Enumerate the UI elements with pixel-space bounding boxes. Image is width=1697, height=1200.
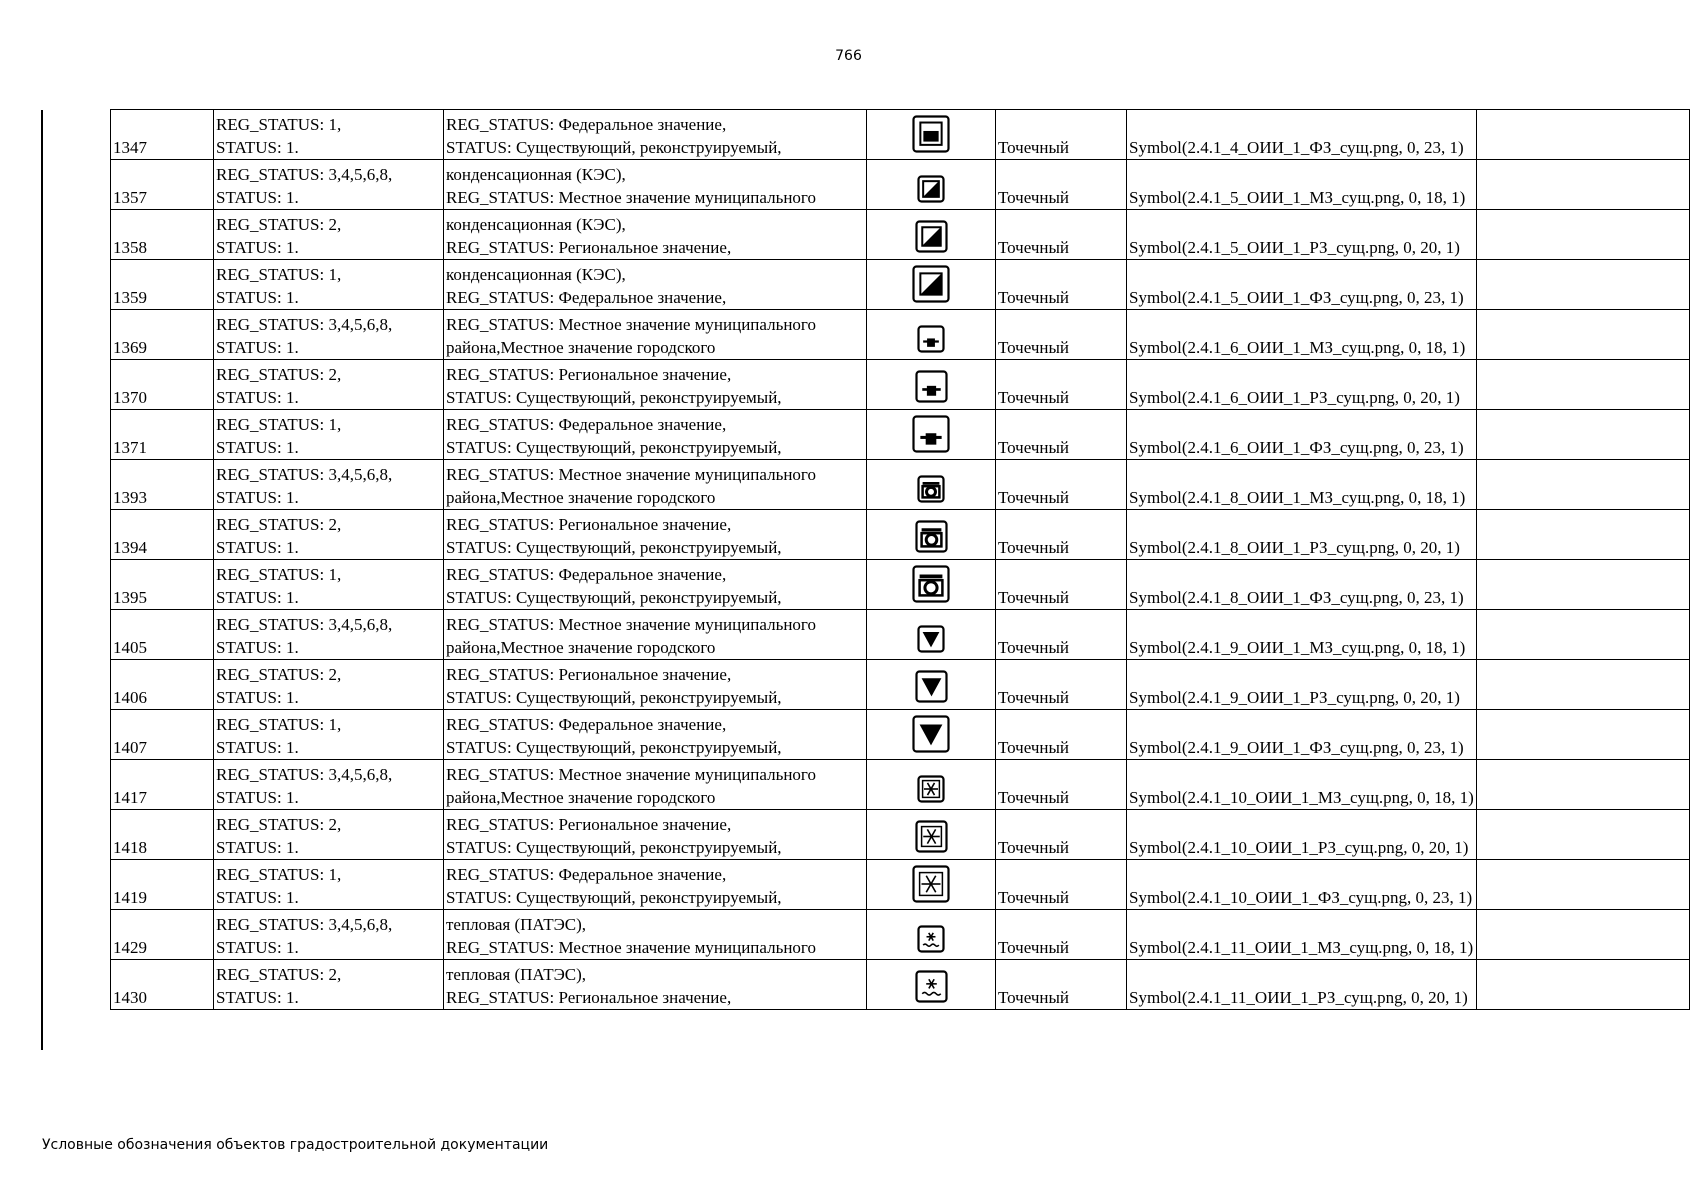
status-condition-cell <box>214 510 444 560</box>
table-row <box>111 160 1690 210</box>
symbol-function: Symbol(2.4.1_10_ОИИ_1_МЗ_сущ.png, 0, 18, 1) <box>1129 788 1474 807</box>
reg-status-condition: REG_STATUS: 1, <box>216 565 342 584</box>
row-id: 1357 <box>113 188 147 207</box>
description-line-1: конденсационная (КЭС), <box>446 215 626 234</box>
geometry-type: Точечный <box>998 788 1070 807</box>
status-condition-cell <box>214 560 444 610</box>
box-with-circle-icon <box>917 475 945 509</box>
description-cell <box>444 260 867 310</box>
geometry-type-cell <box>996 210 1127 260</box>
margin-line <box>41 110 43 1050</box>
status-condition-cell <box>214 660 444 710</box>
snowflake-icon <box>917 775 945 809</box>
geometry-type: Точечный <box>998 588 1070 607</box>
description-line-2: района,Местное значение городского <box>446 338 716 357</box>
symbol-function: Symbol(2.4.1_11_ОИИ_1_РЗ_сущ.png, 0, 20, 1) <box>1129 988 1468 1007</box>
down-triangle-icon <box>915 670 948 709</box>
geometry-type: Точечный <box>998 838 1070 857</box>
box-with-circle-icon <box>912 565 950 609</box>
row-id: 1358 <box>113 238 147 257</box>
empty-cell <box>1476 660 1689 710</box>
table-row <box>111 560 1690 610</box>
reg-status-condition: REG_STATUS: 3,4,5,6,8, <box>216 615 393 634</box>
status-condition-cell <box>214 110 444 160</box>
geometry-type: Точечный <box>998 888 1070 907</box>
status-condition: STATUS: 1. <box>216 188 299 207</box>
symbol-function-cell <box>1127 910 1477 960</box>
status-condition: STATUS: 1. <box>216 788 299 807</box>
geometry-type-cell <box>996 410 1127 460</box>
row-id: 1393 <box>113 488 147 507</box>
reg-status-condition: REG_STATUS: 3,4,5,6,8, <box>216 465 393 484</box>
symbol-function-cell <box>1127 560 1477 610</box>
description-line-1: REG_STATUS: Федеральное значение, <box>446 565 727 584</box>
page-number: 766 <box>835 48 862 64</box>
geometry-type: Точечный <box>998 238 1070 257</box>
symbol-function-cell <box>1127 660 1477 710</box>
geometry-type: Точечный <box>998 388 1070 407</box>
geometry-type-cell <box>996 560 1127 610</box>
description-line-2: STATUS: Существующий, реконструируемый, <box>446 388 782 407</box>
status-condition: STATUS: 1. <box>216 738 299 757</box>
description-cell <box>444 560 867 610</box>
geometry-type: Точечный <box>998 488 1070 507</box>
reg-status-condition: REG_STATUS: 3,4,5,6,8, <box>216 165 393 184</box>
status-condition-cell <box>214 460 444 510</box>
description-line-2: района,Местное значение городского <box>446 488 716 507</box>
geometry-type: Точечный <box>998 138 1070 157</box>
table-row <box>111 510 1690 560</box>
status-condition-cell <box>214 210 444 260</box>
symbol-function-cell <box>1127 460 1477 510</box>
symbol-cell <box>867 560 996 610</box>
row-id: 1430 <box>113 988 147 1007</box>
geometry-type: Точечный <box>998 988 1070 1007</box>
description-line-2: REG_STATUS: Местное значение муниципального <box>446 938 816 957</box>
description-line-1: REG_STATUS: Федеральное значение, <box>446 865 727 884</box>
reg-status-condition: REG_STATUS: 3,4,5,6,8, <box>216 915 393 934</box>
reg-status-condition: REG_STATUS: 2, <box>216 965 342 984</box>
table-row <box>111 360 1690 410</box>
empty-cell <box>1476 860 1689 910</box>
geometry-type: Точечный <box>998 188 1070 207</box>
status-condition-cell <box>214 310 444 360</box>
status-condition: STATUS: 1. <box>216 988 299 1007</box>
description-line-2: района,Местное значение городского <box>446 788 716 807</box>
row-id-cell <box>111 260 214 310</box>
description-line-1: REG_STATUS: Федеральное значение, <box>446 715 727 734</box>
status-condition: STATUS: 1. <box>216 338 299 357</box>
symbol-cell <box>867 310 996 360</box>
row-id: 1418 <box>113 838 147 857</box>
geometry-type-cell <box>996 910 1127 960</box>
symbol-cell <box>867 760 996 810</box>
status-condition: STATUS: 1. <box>216 488 299 507</box>
status-condition-cell <box>214 410 444 460</box>
description-line-2: STATUS: Существующий, реконструируемый, <box>446 688 782 707</box>
status-condition: STATUS: 1. <box>216 238 299 257</box>
symbol-function: Symbol(2.4.1_6_ОИИ_1_РЗ_сущ.png, 0, 20, 1) <box>1129 388 1460 407</box>
description-line-2: STATUS: Существующий, реконструируемый, <box>446 838 782 857</box>
symbol-cell <box>867 260 996 310</box>
snowflake-waves-icon <box>915 970 948 1009</box>
symbol-cell <box>867 460 996 510</box>
description-line-1: REG_STATUS: Местное значение муниципального <box>446 765 816 784</box>
symbol-function: Symbol(2.4.1_8_ОИИ_1_МЗ_сущ.png, 0, 18, 1) <box>1129 488 1466 507</box>
down-triangle-icon <box>912 715 950 759</box>
description-cell <box>444 660 867 710</box>
symbol-function-cell <box>1127 310 1477 360</box>
row-id-cell <box>111 310 214 360</box>
symbol-function: Symbol(2.4.1_8_ОИИ_1_РЗ_сущ.png, 0, 20, 1) <box>1129 538 1460 557</box>
description-line-1: REG_STATUS: Региональное значение, <box>446 665 732 684</box>
symbol-function: Symbol(2.4.1_5_ОИИ_1_РЗ_сущ.png, 0, 20, 1) <box>1129 238 1460 257</box>
row-id-cell <box>111 960 214 1010</box>
description-cell <box>444 160 867 210</box>
symbol-function-cell <box>1127 410 1477 460</box>
description-line-1: REG_STATUS: Местное значение муниципального <box>446 465 816 484</box>
symbol-function: Symbol(2.4.1_5_ОИИ_1_МЗ_сущ.png, 0, 18, 1) <box>1129 188 1466 207</box>
reg-status-condition: REG_STATUS: 2, <box>216 665 342 684</box>
symbol-function-cell <box>1127 610 1477 660</box>
row-id: 1371 <box>113 438 147 457</box>
symbol-function-cell <box>1127 210 1477 260</box>
description-cell <box>444 910 867 960</box>
geometry-type: Точечный <box>998 438 1070 457</box>
symbol-function: Symbol(2.4.1_10_ОИИ_1_РЗ_сущ.png, 0, 20, 1) <box>1129 838 1469 857</box>
geometry-type-cell <box>996 460 1127 510</box>
symbol-cell <box>867 210 996 260</box>
geometry-type-cell <box>996 110 1127 160</box>
row-id-cell <box>111 760 214 810</box>
symbol-function-cell <box>1127 510 1477 560</box>
empty-cell <box>1476 260 1689 310</box>
description-cell <box>444 460 867 510</box>
symbol-function: Symbol(2.4.1_5_ОИИ_1_ФЗ_сущ.png, 0, 23, 1) <box>1129 288 1464 307</box>
description-line-2: REG_STATUS: Местное значение муниципального <box>446 188 816 207</box>
row-id-cell <box>111 110 214 160</box>
geometry-type: Точечный <box>998 338 1070 357</box>
description-line-1: конденсационная (КЭС), <box>446 165 626 184</box>
symbol-cell <box>867 860 996 910</box>
empty-cell <box>1476 210 1689 260</box>
table-row <box>111 310 1690 360</box>
description-line-2: STATUS: Существующий, реконструируемый, <box>446 438 782 457</box>
status-condition-cell <box>214 160 444 210</box>
description-line-1: REG_STATUS: Федеральное значение, <box>446 115 727 134</box>
row-id-cell <box>111 210 214 260</box>
empty-cell <box>1476 510 1689 560</box>
row-id: 1395 <box>113 588 147 607</box>
row-id: 1405 <box>113 638 147 657</box>
description-cell <box>444 960 867 1010</box>
row-id-cell <box>111 510 214 560</box>
empty-cell <box>1476 160 1689 210</box>
row-id-cell <box>111 660 214 710</box>
symbol-table-body <box>111 110 1690 1010</box>
row-id: 1347 <box>113 138 147 157</box>
symbol-cell <box>867 910 996 960</box>
table-row <box>111 110 1690 160</box>
description-line-1: REG_STATUS: Местное значение муниципального <box>446 315 816 334</box>
table-row <box>111 810 1690 860</box>
description-cell <box>444 410 867 460</box>
symbol-function-cell <box>1127 710 1477 760</box>
row-id-cell <box>111 410 214 460</box>
snowflake-icon <box>912 865 950 909</box>
row-id-cell <box>111 910 214 960</box>
status-condition: STATUS: 1. <box>216 638 299 657</box>
table-row <box>111 260 1690 310</box>
geometry-type-cell <box>996 760 1127 810</box>
status-condition: STATUS: 1. <box>216 838 299 857</box>
description-line-2: STATUS: Существующий, реконструируемый, <box>446 538 782 557</box>
snowflake-icon <box>915 820 948 859</box>
symbol-table <box>110 109 1690 1010</box>
geometry-type: Точечный <box>998 638 1070 657</box>
reg-status-condition: REG_STATUS: 2, <box>216 215 342 234</box>
empty-cell <box>1476 560 1689 610</box>
box-with-circle-icon <box>915 520 948 559</box>
description-cell <box>444 310 867 360</box>
geometry-type-cell <box>996 860 1127 910</box>
geometry-type-cell <box>996 610 1127 660</box>
empty-cell <box>1476 110 1689 160</box>
row-id-cell <box>111 560 214 610</box>
symbol-function-cell <box>1127 960 1477 1010</box>
description-cell <box>444 610 867 660</box>
row-id: 1417 <box>113 788 147 807</box>
table-row <box>111 210 1690 260</box>
description-cell <box>444 510 867 560</box>
description-cell <box>444 760 867 810</box>
table-row <box>111 460 1690 510</box>
row-id: 1407 <box>113 738 147 757</box>
row-id-cell <box>111 610 214 660</box>
symbol-cell <box>867 960 996 1010</box>
reg-status-condition: REG_STATUS: 2, <box>216 815 342 834</box>
row-id: 1419 <box>113 888 147 907</box>
description-line-1: REG_STATUS: Региональное значение, <box>446 815 732 834</box>
table-row <box>111 660 1690 710</box>
symbol-function-cell <box>1127 860 1477 910</box>
status-condition-cell <box>214 810 444 860</box>
diagonal-split-icon <box>917 175 945 209</box>
symbol-function-cell <box>1127 160 1477 210</box>
symbol-function: Symbol(2.4.1_8_ОИИ_1_ФЗ_сущ.png, 0, 23, 1) <box>1129 588 1464 607</box>
description-cell <box>444 810 867 860</box>
status-condition: STATUS: 1. <box>216 538 299 557</box>
empty-cell <box>1476 360 1689 410</box>
empty-cell <box>1476 610 1689 660</box>
row-id-cell <box>111 360 214 410</box>
symbol-function: Symbol(2.4.1_11_ОИИ_1_МЗ_сущ.png, 0, 18, 1) <box>1129 938 1474 957</box>
description-line-1: REG_STATUS: Региональное значение, <box>446 365 732 384</box>
description-line-2: STATUS: Существующий, реконструируемый, <box>446 138 782 157</box>
status-condition-cell <box>214 360 444 410</box>
row-id-cell <box>111 810 214 860</box>
status-condition: STATUS: 1. <box>216 388 299 407</box>
table-row <box>111 960 1690 1010</box>
down-triangle-icon <box>917 625 945 659</box>
diagonal-split-icon <box>912 265 950 309</box>
geometry-type-cell <box>996 160 1127 210</box>
description-line-2: REG_STATUS: Региональное значение, <box>446 238 732 257</box>
description-line-2: района,Местное значение городского <box>446 638 716 657</box>
description-line-1: REG_STATUS: Региональное значение, <box>446 515 732 534</box>
symbol-cell <box>867 360 996 410</box>
description-line-1: конденсационная (КЭС), <box>446 265 626 284</box>
geometry-type-cell <box>996 310 1127 360</box>
symbol-cell <box>867 810 996 860</box>
geometry-type-cell <box>996 510 1127 560</box>
geometry-type: Точечный <box>998 738 1070 757</box>
row-id: 1429 <box>113 938 147 957</box>
row-id: 1359 <box>113 288 147 307</box>
reg-status-condition: REG_STATUS: 3,4,5,6,8, <box>216 315 393 334</box>
empty-cell <box>1476 310 1689 360</box>
geometry-type: Точечный <box>998 688 1070 707</box>
description-line-2: REG_STATUS: Федеральное значение, <box>446 288 727 307</box>
table-row <box>111 410 1690 460</box>
box-with-block-icon <box>917 325 945 359</box>
symbol-function-cell <box>1127 260 1477 310</box>
symbol-function: Symbol(2.4.1_9_ОИИ_1_МЗ_сущ.png, 0, 18, 1) <box>1129 638 1466 657</box>
empty-cell <box>1476 460 1689 510</box>
empty-cell <box>1476 810 1689 860</box>
empty-cell <box>1476 910 1689 960</box>
symbol-function: Symbol(2.4.1_9_ОИИ_1_ФЗ_сущ.png, 0, 23, 1) <box>1129 738 1464 757</box>
row-id: 1369 <box>113 338 147 357</box>
reg-status-condition: REG_STATUS: 1, <box>216 265 342 284</box>
symbol-function: Symbol(2.4.1_4_ОИИ_1_ФЗ_сущ.png, 0, 23, 1) <box>1129 138 1464 157</box>
table-row <box>111 910 1690 960</box>
status-condition: STATUS: 1. <box>216 888 299 907</box>
reg-status-condition: REG_STATUS: 3,4,5,6,8, <box>216 765 393 784</box>
status-condition: STATUS: 1. <box>216 588 299 607</box>
description-cell <box>444 360 867 410</box>
row-id: 1394 <box>113 538 147 557</box>
row-id: 1406 <box>113 688 147 707</box>
geometry-type-cell <box>996 960 1127 1010</box>
description-line-2: REG_STATUS: Региональное значение, <box>446 988 732 1007</box>
row-id-cell <box>111 460 214 510</box>
geometry-type-cell <box>996 260 1127 310</box>
geometry-type: Точечный <box>998 288 1070 307</box>
description-cell <box>444 110 867 160</box>
status-condition-cell <box>214 860 444 910</box>
row-id-cell <box>111 860 214 910</box>
diagonal-split-icon <box>915 220 948 259</box>
symbol-cell <box>867 510 996 560</box>
description-line-2: STATUS: Существующий, реконструируемый, <box>446 588 782 607</box>
reg-status-condition: REG_STATUS: 1, <box>216 715 342 734</box>
geometry-type-cell <box>996 810 1127 860</box>
status-condition-cell <box>214 760 444 810</box>
description-line-1: тепловая (ПАТЭС), <box>446 915 587 934</box>
symbol-function-cell <box>1127 110 1477 160</box>
status-condition-cell <box>214 260 444 310</box>
description-line-1: тепловая (ПАТЭС), <box>446 965 587 984</box>
row-id-cell <box>111 710 214 760</box>
description-cell <box>444 860 867 910</box>
description-cell <box>444 710 867 760</box>
snowflake-waves-icon <box>917 925 945 959</box>
symbol-function: Symbol(2.4.1_6_ОИИ_1_МЗ_сущ.png, 0, 18, 1) <box>1129 338 1466 357</box>
empty-cell <box>1476 960 1689 1010</box>
symbol-function: Symbol(2.4.1_10_ОИИ_1_ФЗ_сущ.png, 0, 23, 1) <box>1129 888 1473 907</box>
symbol-function: Symbol(2.4.1_9_ОИИ_1_РЗ_сущ.png, 0, 20, 1) <box>1129 688 1460 707</box>
geometry-type: Точечный <box>998 538 1070 557</box>
building-frame-icon <box>912 115 950 159</box>
status-condition-cell <box>214 960 444 1010</box>
reg-status-condition: REG_STATUS: 1, <box>216 865 342 884</box>
status-condition: STATUS: 1. <box>216 138 299 157</box>
status-condition: STATUS: 1. <box>216 438 299 457</box>
reg-status-condition: REG_STATUS: 1, <box>216 415 342 434</box>
description-line-2: STATUS: Существующий, реконструируемый, <box>446 738 782 757</box>
reg-status-condition: REG_STATUS: 2, <box>216 515 342 534</box>
status-condition-cell <box>214 910 444 960</box>
row-id: 1370 <box>113 388 147 407</box>
symbol-cell <box>867 610 996 660</box>
box-with-block-icon <box>912 415 950 459</box>
empty-cell <box>1476 710 1689 760</box>
table-row <box>111 610 1690 660</box>
status-condition: STATUS: 1. <box>216 688 299 707</box>
reg-status-condition: REG_STATUS: 1, <box>216 115 342 134</box>
empty-cell <box>1476 410 1689 460</box>
geometry-type-cell <box>996 710 1127 760</box>
description-cell <box>444 210 867 260</box>
description-line-2: STATUS: Существующий, реконструируемый, <box>446 888 782 907</box>
geometry-type-cell <box>996 360 1127 410</box>
symbol-function-cell <box>1127 760 1477 810</box>
status-condition-cell <box>214 610 444 660</box>
symbol-cell <box>867 110 996 160</box>
table-row <box>111 760 1690 810</box>
symbol-function-cell <box>1127 810 1477 860</box>
symbol-cell <box>867 710 996 760</box>
box-with-block-icon <box>915 370 948 409</box>
table-row <box>111 710 1690 760</box>
row-id-cell <box>111 160 214 210</box>
empty-cell <box>1476 760 1689 810</box>
reg-status-condition: REG_STATUS: 2, <box>216 365 342 384</box>
symbol-function-cell <box>1127 360 1477 410</box>
symbol-cell <box>867 410 996 460</box>
description-line-1: REG_STATUS: Местное значение муниципального <box>446 615 816 634</box>
status-condition-cell <box>214 710 444 760</box>
geometry-type-cell <box>996 660 1127 710</box>
symbol-cell <box>867 160 996 210</box>
table-row <box>111 860 1690 910</box>
symbol-cell <box>867 660 996 710</box>
description-line-1: REG_STATUS: Федеральное значение, <box>446 415 727 434</box>
status-condition: STATUS: 1. <box>216 288 299 307</box>
symbol-function: Symbol(2.4.1_6_ОИИ_1_ФЗ_сущ.png, 0, 23, 1) <box>1129 438 1464 457</box>
footer-text: Условные обозначения объектов градостроительной документации <box>42 1137 549 1153</box>
geometry-type: Точечный <box>998 938 1070 957</box>
status-condition: STATUS: 1. <box>216 938 299 957</box>
